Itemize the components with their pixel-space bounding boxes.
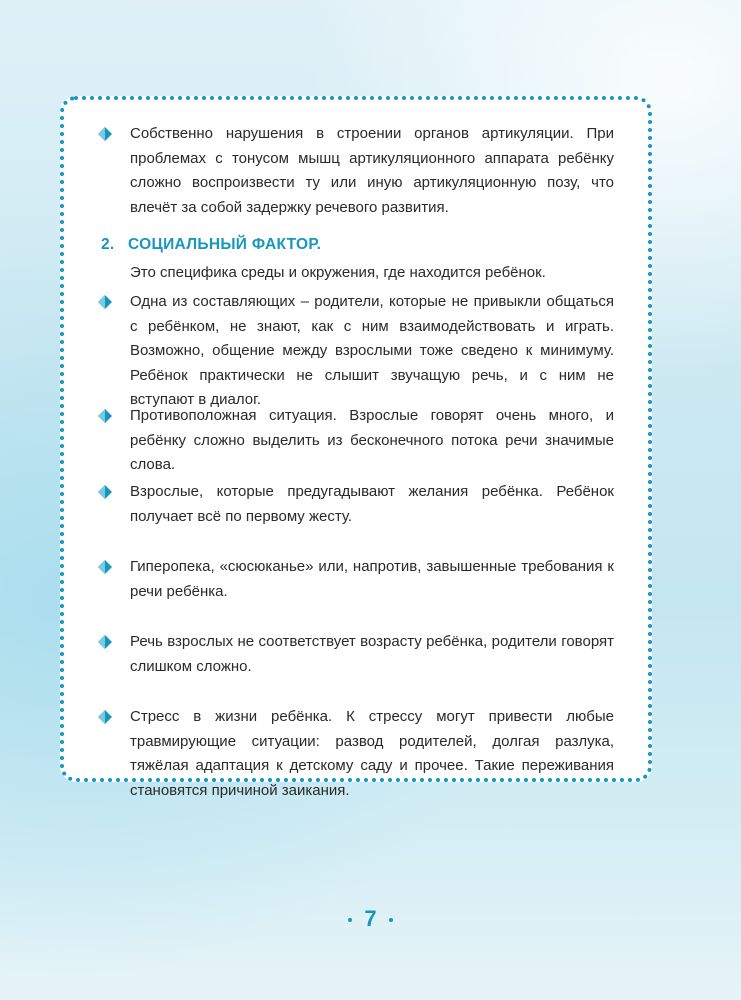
diamond-bullet-icon [98,127,112,141]
page-number [0,906,741,932]
section-number: 2. [101,236,115,253]
bullet-text: Одна из составляющих – родители, которые не привыкли общаться с ребёнком, не знают, как с ним взаимодействовать и играть. Возможно, общение между взрослыми тоже сведено к минимуму. Ребёнок практически не слышит звучащую речь, и с ним не вступают в диалог. [130,293,614,408]
bullet-item-stress [104,705,614,803]
bullet-item-parents [104,290,614,413]
bullet-text: Стресс в жизни ребёнка. К стрессу могут привести любые травмирующие ситуации: развод родителей, долгая разлука, тяжёлая адаптация к детскому саду и прочее. Такие переживания становятся причиной заикания. [130,708,614,799]
bullet-item-complex-speech [104,630,614,679]
page-number-value: 7 [364,906,377,931]
bullet-text: Собственно нарушения в строении органов артикуляции. При проблемах с тонусом мышц артикуляционного аппарата ребёнку сложно воспроизвести ту или иную артикуляционную позу, что влечёт за собой задержку речевого развития. [130,125,614,216]
section-intro: Это специфика среды и окружения, где находится ребёнок. [130,264,546,281]
diamond-bullet-icon [98,635,112,649]
bullet-text: Речь взрослых не соответствует возрасту ребёнка, родители говорят слишком сложно. [130,633,614,675]
bullet-item-opposite [104,404,614,478]
bullet-text: Противоположная ситуация. Взрослые говорят очень много, и ребёнку сложно выделить из бесконечного потока речи значимые слова. [130,407,614,473]
diamond-bullet-icon [98,485,112,499]
section-title: СОЦИАЛЬНЫЙ ФАКТОР. [128,236,322,253]
diamond-bullet-icon [98,409,112,423]
dot-icon [348,918,352,922]
diamond-bullet-icon [98,295,112,309]
bullet-item-overprotection [104,555,614,604]
diamond-bullet-icon [98,560,112,574]
section-heading [101,236,321,254]
card-content [64,100,648,799]
diamond-bullet-icon [98,710,112,724]
dot-icon [389,918,393,922]
bullet-item-anticipate [104,480,614,529]
bullet-item-articulation [104,122,614,220]
bullet-text: Взрослые, которые предугадывают желания ребёнка. Ребёнок получает всё по первому жесту. [130,483,614,525]
bullet-text: Гиперопека, «сюсюканье» или, напротив, завышенные требования к речи ребёнка. [130,558,614,600]
content-card [60,96,652,799]
